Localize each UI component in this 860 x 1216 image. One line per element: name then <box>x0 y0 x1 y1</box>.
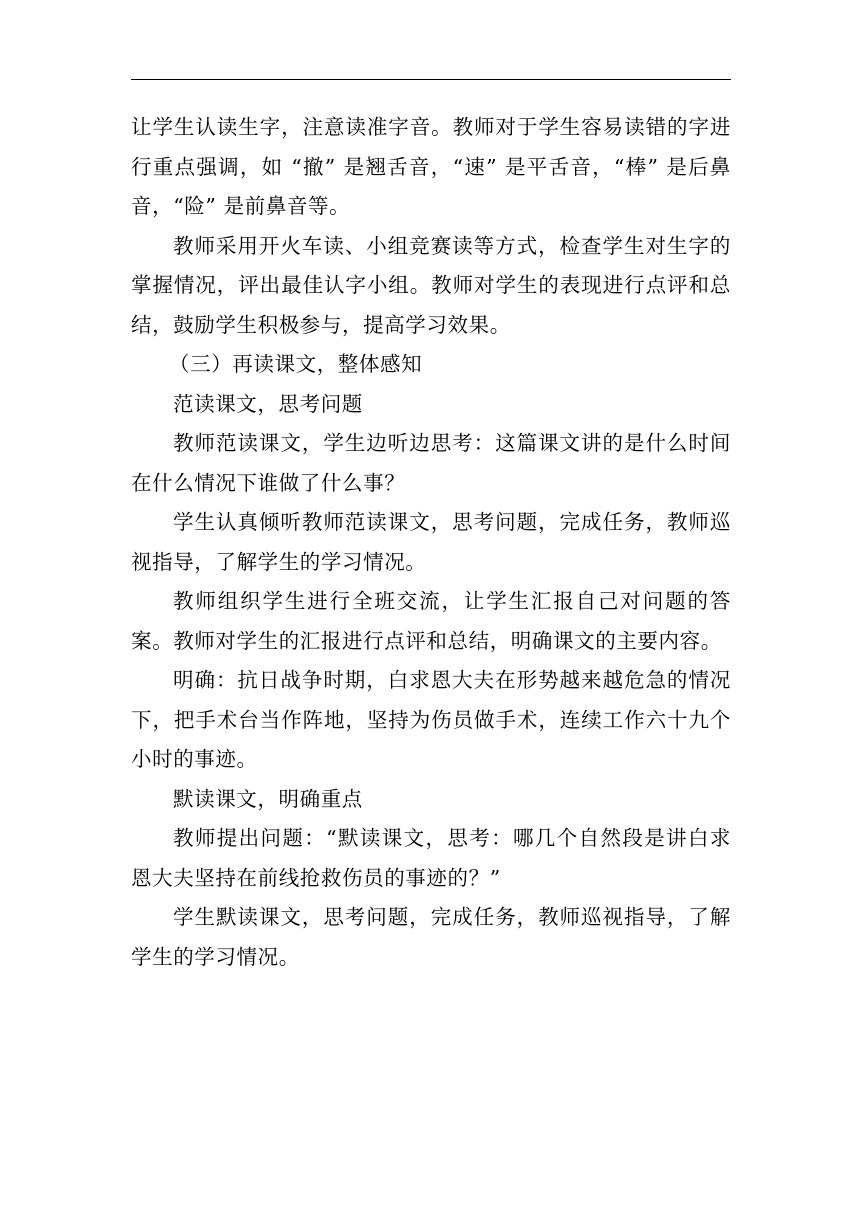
section-heading: （三）再读课文，整体感知 <box>169 352 423 376</box>
paragraph: 教师范读课文，学生边听边思考：这篇课文讲的是什么时间在什么情况下谁做了什么事？ <box>131 431 731 495</box>
paragraph: 让学生认读生字，注意读准字音。教师对于学生容易读错的字进行重点强调，如 “撤” 是翘舌音，“速” 是平舌音，“棒” 是后鼻音，“险” 是前鼻音等。 <box>131 115 731 218</box>
paragraph: 教师采用开火车读、小组竞赛读等方式，检查学生对生字的掌握情况，评出最佳认字小组。教师对学生的表现进行点评和总结，鼓励学生积极参与，提高学习效果。 <box>131 233 731 337</box>
subsection-heading: 默读课文，明确重点 <box>173 786 363 811</box>
header-rule <box>131 79 731 80</box>
subsection-heading: 范读课文，思考问题 <box>173 391 363 416</box>
paragraph: 教师组织学生进行全班交流，让学生汇报自己对问题的答案。教师对学生的汇报进行点评和总结，明确课文的主要内容。 <box>131 589 731 653</box>
paragraph: 学生认真倾听教师范读课文，思考问题，完成任务，教师巡视指导，了解学生的学习情况。 <box>131 510 731 574</box>
paragraph: 教师提出问题：“默读课文，思考：哪几个自然段是讲白求恩大夫坚持在前线抢救伤员的事迹的？” <box>131 826 731 890</box>
paragraph: 学生默读课文，思考问题，完成任务，教师巡视指导，了解学生的学习情况。 <box>131 905 731 969</box>
paragraph: 明确：抗日战争时期，白求恩大夫在形势越来越危急的情况下，把手术台当作阵地，坚持为伤员做手术，连续工作六十九个小时的事迹。 <box>131 668 731 771</box>
document-body <box>131 108 731 977</box>
